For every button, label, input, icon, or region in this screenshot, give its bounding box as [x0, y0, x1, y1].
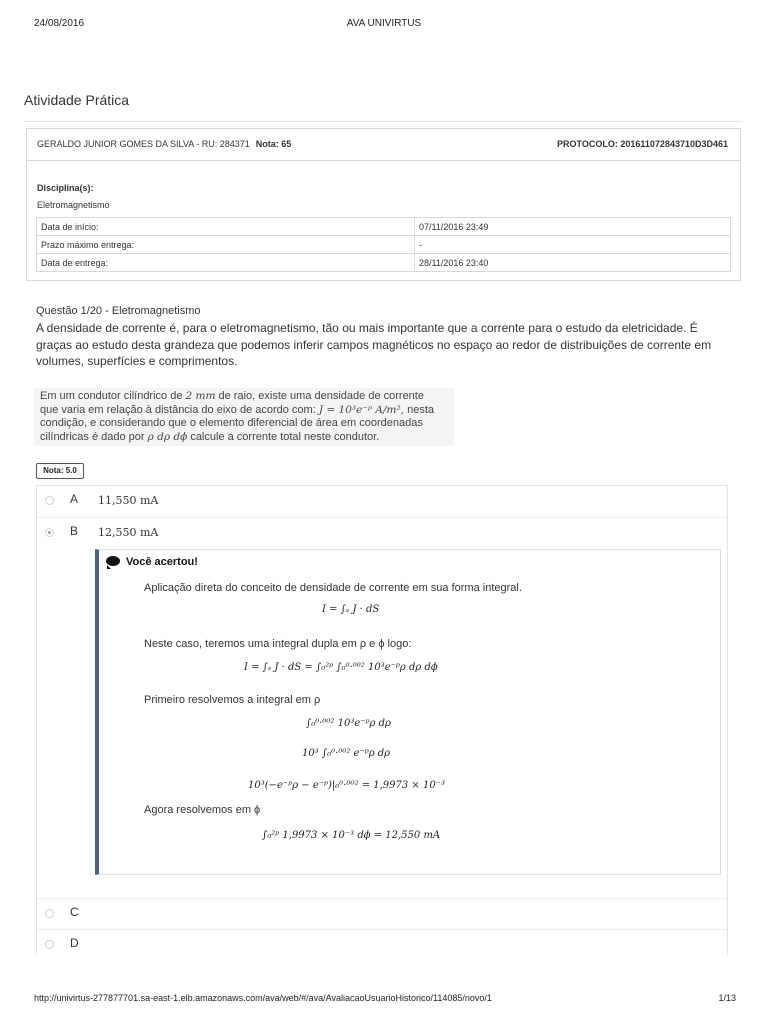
statement-math: 2 mm	[185, 390, 216, 402]
option-value: 11,550 mA	[98, 494, 159, 507]
solution-text: Aplicação direta do conceito de densidade de corrente em sua forma integral.	[144, 582, 522, 594]
table-row	[37, 254, 731, 272]
radio-button-a[interactable]	[45, 496, 54, 505]
print-date: 24/08/2016	[34, 18, 85, 29]
page-title: Atividade Prática	[24, 92, 130, 108]
question-text: A densidade de corrente é, para o eletromagnetismo, tão ou mais importante que a corrente para o estudo da eletricidade. É graças ao estudo desta grandeza que podemos inferir campos magnéticos no espaço ao redor de distribuições de corrente em volumes, superfícies e comprimentos.	[36, 321, 712, 368]
speech-bubble-icon	[106, 556, 120, 566]
delivery-date-label: Data de entrega:	[37, 254, 415, 272]
question-grade-badge: Nota: 5.0	[36, 463, 84, 479]
option-value: 12,550 mA	[98, 526, 159, 539]
deadline-label: Prazo máximo entrega:	[37, 236, 415, 254]
statement-text: calcule a corrente total neste condutor.	[190, 430, 380, 443]
discipline-label: Disciplina(s):	[37, 183, 94, 193]
statement-line	[40, 390, 450, 404]
delivery-date-value: 28/11/2016 23:40	[415, 254, 731, 272]
statement-math: ρ dρ dϕ	[147, 430, 188, 443]
start-date-label: Data de início:	[37, 218, 415, 236]
solution-equation: 10³(−e⁻ᵖρ − e⁻ᵖ)|₀⁰·⁰⁰² = 1,9973 × 10⁻³	[248, 780, 445, 791]
solution-equation: ∫₀⁰·⁰⁰² 10³e⁻ᵖρ dρ	[306, 718, 391, 729]
statement-line	[40, 431, 450, 445]
option-d[interactable]	[37, 929, 727, 959]
solution-equation: I = ∫ₛ J · dS = ∫₀²ᵖ ∫₀⁰·⁰⁰² 10³e⁻ᵖρ dρ dϕ	[244, 662, 438, 673]
feedback-solution	[144, 582, 564, 867]
table-row	[37, 218, 731, 236]
activity-info-panel	[26, 128, 741, 281]
deadline-value: -	[415, 236, 731, 254]
statement-math: J = 10³e⁻ᵖ A/m²,	[318, 403, 405, 416]
option-letter: B	[70, 524, 79, 538]
statement-line	[40, 404, 450, 418]
solution-text: Neste caso, teremos uma integral dupla em ρ e ϕ logo:	[144, 638, 412, 650]
question-title: Questão 1/20 - Eletromagnetismo	[36, 305, 201, 317]
feedback-heading	[106, 556, 198, 568]
info-header-row	[27, 129, 740, 161]
print-header	[0, 18, 768, 32]
print-title: AVA UNIVIRTUS	[346, 18, 422, 29]
option-b[interactable]	[37, 517, 727, 547]
page-number: 1/13	[718, 993, 736, 1003]
page-url: http://univirtus-277877701.sa-east-1.elb.amazonaws.com/ava/web/#/ava/AvaliacaoUsuarioHistorico/114085/novo/1	[34, 993, 492, 1003]
print-footer	[0, 993, 768, 1007]
solution-equation: 10³ ∫₀⁰·⁰⁰² e⁻ᵖρ dρ	[302, 748, 391, 759]
solution-text: Primeiro resolvemos a integral em ρ	[144, 694, 321, 706]
answer-options	[36, 485, 728, 955]
statement-text: nesta	[407, 403, 434, 416]
title-divider	[24, 121, 742, 122]
statement-line: condição, e considerando que o elemento diferencial de área em coordenadas	[40, 417, 423, 429]
question-statement-image	[34, 388, 454, 446]
discipline-value: Eletromagnetismo	[37, 200, 110, 210]
table-row	[37, 236, 731, 254]
radio-button-c[interactable]	[45, 909, 54, 918]
option-letter: D	[70, 936, 79, 950]
solution-equation: I = ∫ₛ J · dS	[322, 604, 380, 615]
feedback-heading-text: Você acertou!	[126, 556, 198, 568]
solution-equation: ∫₀²ᵖ 1,9973 × 10⁻³ dϕ = 12,550 mA	[262, 830, 441, 841]
option-a[interactable]	[37, 486, 727, 516]
solution-text: Agora resolvemos em ϕ	[144, 804, 261, 816]
dates-table	[36, 217, 731, 272]
statement-text: que varia em relação à distância do eixo de acordo com:	[40, 403, 316, 416]
student-info	[37, 139, 291, 149]
radio-button-d[interactable]	[45, 940, 54, 949]
statement-text: de raio, existe uma densidade de corrente	[218, 390, 424, 402]
statement-text: Em um condutor cilíndrico de	[40, 390, 183, 402]
option-letter: C	[70, 905, 79, 919]
statement-text: cilíndricas é dado por	[40, 430, 145, 443]
protocol-label: PROTOCOLO: 201611072843710D3D461	[557, 139, 728, 149]
start-date-value: 07/11/2016 23:49	[415, 218, 731, 236]
option-c[interactable]	[37, 898, 727, 928]
radio-button-b[interactable]	[45, 528, 54, 537]
option-letter: A	[70, 492, 79, 506]
student-name-ru: GERALDO JUNIOR GOMES DA SILVA - RU: 284371	[37, 139, 250, 149]
grade-label: Nota: 65	[255, 139, 292, 149]
feedback-panel	[95, 549, 721, 875]
